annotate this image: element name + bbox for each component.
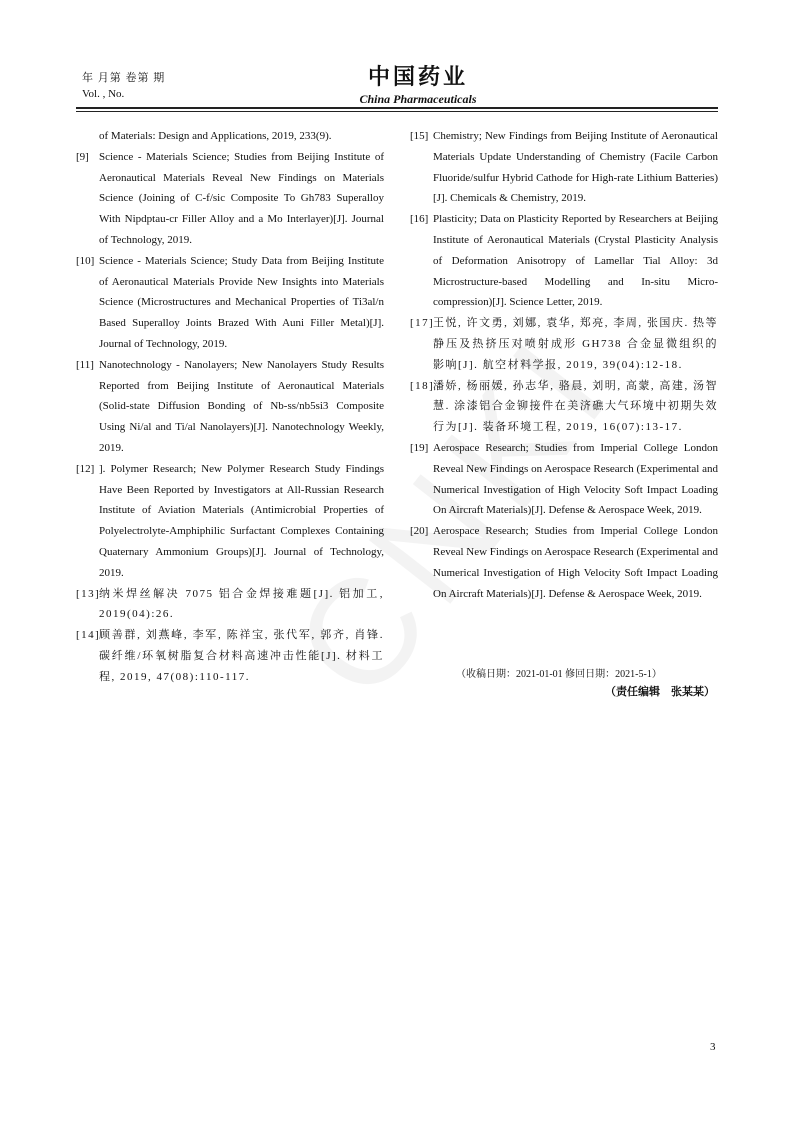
reference-item (410, 438, 718, 521)
responsible-editor: （责任编辑 张某某） (605, 685, 715, 698)
running-header-left (82, 70, 165, 102)
reference-number: [16] (410, 213, 429, 226)
journal-title-en: China Pharmaceuticals (359, 92, 477, 106)
received-date-note: （收稿日期：2021-01-01 修回日期：2021-5-1） (456, 669, 662, 680)
issue-line: 年 月第 卷第 期 (82, 72, 166, 84)
reference-item (76, 459, 384, 584)
reference-text: of Materials: Design and Applications, 2019, 233(9). (99, 130, 332, 142)
reference-text: Aerospace Research; Studies from Imperial College London Reveal New Findings on Aerospace Research (Experimental and Numerical Investigation of High Velocity Soft Impact Loading On Aircraft Materials)[J]. Defense & Aerospace Week, 2019. (433, 525, 718, 600)
reference-item (76, 355, 384, 459)
reference-number: [19] (410, 441, 429, 454)
reference-number: [17] (410, 317, 435, 330)
reference-text: Science - Materials Science; Study Data from Beijing Institute of Aeronautical Materials Provide New Insights into Materials Science (Microstructures and Mechanical Properties of Ti3al/n Based Superalloy Joints Brazed With Auni Filler Metal)[J]. Journal of Technology, 2019. (99, 254, 384, 350)
references-right-column (410, 126, 718, 604)
reference-item (410, 376, 718, 438)
journal-logo (348, 64, 488, 106)
reference-number: [12] (76, 462, 95, 475)
header-rule-thin (76, 111, 718, 112)
reference-item (410, 521, 718, 604)
reference-number: [11] (76, 358, 94, 371)
reference-number: [15] (410, 130, 429, 142)
volume-line: Vol. , No. (82, 88, 125, 100)
reference-text: Science - Materials Science; Studies from Beijing Institute of Aeronautical Materials Reveal New Findings on Materials Science (Joining of C-f/sic Composite To Gh783 Superalloy With Nipdptau-cr Filler Alloy and a Mo Interlayer)[J]. Journal of Technology, 2019. (99, 150, 384, 246)
reference-item (410, 209, 718, 313)
reference-number: [20] (410, 525, 429, 538)
reference-item (76, 584, 384, 626)
reference-number: [10] (76, 254, 95, 267)
reference-number: [18] (410, 379, 435, 392)
page-number: 3 (710, 1041, 716, 1053)
reference-text: 王悦, 许文勇, 刘娜, 袁华, 郑亮, 李周, 张国庆. 热等静压及热挤压对喷射成形 GH738 合金显微组织的影响[J]. 航空材料学报, 2019, 39(04):12-18. (433, 317, 718, 371)
reference-number: [14] (76, 629, 101, 642)
reference-text: 纳米焊丝解决 7075 铝合金焊接难题[J]. 铝加工, 2019(04):26. (99, 587, 384, 621)
reference-item (76, 625, 384, 687)
reference-item (410, 313, 718, 375)
header-rule-thick (76, 107, 718, 109)
references-left-column (76, 126, 384, 688)
reference-text: Chemistry; New Findings from Beijing Institute of Aeronautical Materials Update Understanding of Chemistry (Facile Carbon Fluoride/sulfur Hybrid Cathode for High-rate Lithium Batteries)[J]. Chemicals & Chemistry, 2019. (433, 130, 718, 205)
reference-text: ]. Polymer Research; New Polymer Research Study Findings Have Been Reported by Investigators at All-Russian Research Institute of Aviation Materials (Antimicrobial Properties of Polyelectrolyte-Amphiphilic Surfactant Complexes Containing Quaternary Ammonium Groups)[J]. Journal of Technology, 2019. (99, 462, 384, 579)
reference-text: Nanotechnology - Nanolayers; New Nanolayers Study Results Reported from Beijing Institute of Aeronautical Materials (Solid-state Diffusion Bonding of Nb-ss/nb5si3 Composite Using Ni/al and Ti/al Nanolayers)[J]. Nanotechnology Weekly, 2019. (99, 358, 384, 454)
reference-text: 顾善群, 刘燕峰, 李军, 陈祥宝, 张代军, 郭齐, 肖锋. 碳纤维/环氧树脂复合材料高速冲击性能[J]. 材料工程, 2019, 47(08):110-117. (99, 629, 384, 683)
reference-number: [9] (76, 150, 89, 163)
journal-title-cn: 中国药业 (367, 64, 468, 89)
reference-number: [13] (76, 587, 101, 600)
reference-item (76, 251, 384, 355)
reference-item (76, 126, 384, 147)
reference-item (410, 126, 718, 209)
reference-text: Aerospace Research; Studies from Imperial College London Reveal New Findings on Aerospace Research (Experimental and Numerical Investigation of High Velocity Soft Impact Loading On Aircraft Materials)[J]. Defense & Aerospace Week, 2019. (433, 441, 718, 517)
reference-text: Plasticity; Data on Plasticity Reported by Researchers at Beijing Institute of Aeronautical Materials (Crystal Plasticity Analysis of Deformation Anisotropy of Lamellar Tial Alloy: 3d Microstructure-based Modelling and In-situ Micro-compression)[J]. Science Letter, 2019. (433, 213, 718, 309)
reference-item (76, 147, 384, 251)
reference-text: 潘娇, 杨丽媛, 孙志华, 骆晨, 刘明, 高蒙, 高建, 汤智慧. 涂漆铝合金铆接件在美济礁大气环境中初期失效行为[J]. 装备环境工程, 2019, 16(07):13-17. (433, 379, 718, 434)
